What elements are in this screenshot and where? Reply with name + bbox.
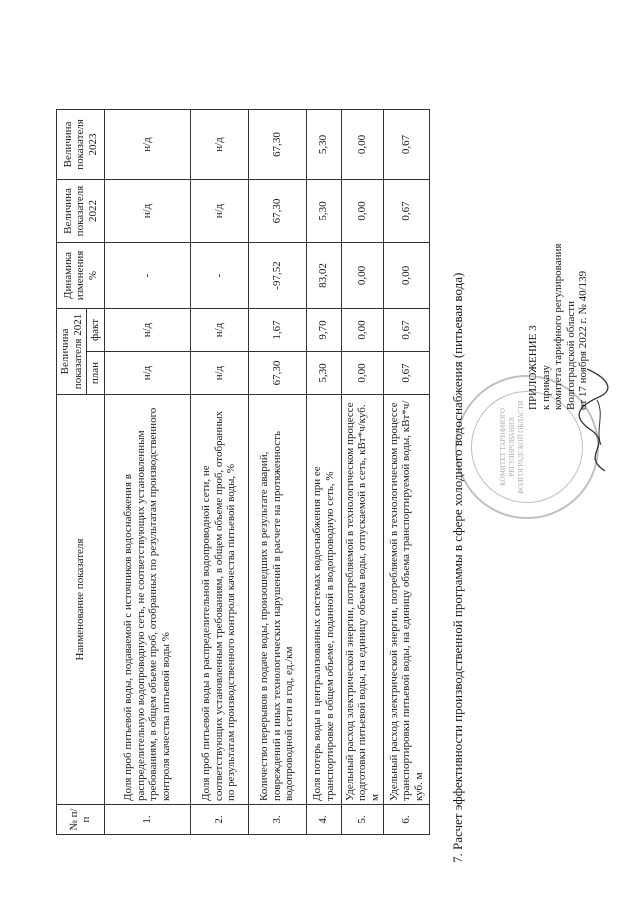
table-header-row	[57, 39, 87, 834]
cell-name: Удельный расход электрической энергии, потребляемой в технологическом процессе транспортировки питьевой воды, на единицу объема транспортируемой воды, кВт*ч/куб. м	[384, 395, 430, 805]
table-row	[384, 39, 430, 834]
cell-fact: 0,67	[384, 308, 430, 351]
cell-name: Доля потерь воды в централизованных системах водоснабжения при ее транспортировке в общем объеме, поданной в водопроводную сеть, %	[306, 395, 341, 805]
cell-num: 3.	[248, 805, 306, 835]
header-num: № п/п	[57, 805, 105, 835]
cell-num: 4.	[306, 805, 341, 835]
cell-dynamics: 0,00	[384, 242, 430, 308]
seal-text: КОМИТЕТ ТАРИФНОГО РЕГУЛИРОВАНИЯ ВОЛГОГРАДСКОЙ ОБЛАСТИ	[499, 400, 525, 494]
cell-value-2023: 0,00	[341, 109, 384, 179]
cell-dynamics: 0,00	[341, 242, 384, 308]
cell-value-2023: н/д	[104, 109, 190, 179]
cell-num: 5.	[341, 805, 384, 835]
appendix-line: от 17 ноября 2022 г. № 40/139	[577, 270, 589, 410]
cell-value-2022: 67,30	[248, 179, 306, 242]
cell-plan: 0,67	[384, 352, 430, 395]
header-plan: план	[87, 352, 105, 395]
section-title: 7. Расчет эффективности производственной программы в сфере холодного водоснабжения (питьевая вода)	[450, 272, 465, 863]
cell-plan: н/д	[104, 352, 190, 395]
header-dynamics: Динамика изменения %	[57, 242, 105, 308]
cell-value-2022: 0,67	[384, 179, 430, 242]
cell-dynamics: 83,02	[306, 242, 341, 308]
header-fact: факт	[87, 308, 105, 351]
header-name: Наименование показателя	[57, 395, 105, 805]
appendix-line: Волгоградской области	[564, 301, 577, 410]
appendix-title: ПРИЛОЖЕНИЕ 3	[527, 325, 539, 410]
header-value-2021: Величина показателя 2021	[57, 308, 87, 394]
cell-fact: 9,70	[306, 308, 341, 351]
cell-value-2023: н/д	[190, 109, 248, 179]
cell-value-2022: н/д	[104, 179, 190, 242]
cell-fact: 0,00	[341, 308, 384, 351]
cell-plan: 67,30	[248, 352, 306, 395]
cell-plan: 5,30	[306, 352, 341, 395]
cell-name: Доля проб питьевой воды в распределительной водопроводной сети, не соответствующих установленным требованиям, в общем объеме проб, отобранных по результатам производственного контроля качества питьевой воды, %	[190, 395, 248, 805]
cell-value-2023: 0,67	[384, 109, 430, 179]
table-row	[306, 39, 341, 834]
cell-fact: н/д	[190, 308, 248, 351]
cell-name: Доля проб питьевой воды, подаваемой с источников водоснабжения в распределительную водопроводную сеть, не соответствующих установленным требованиям, в общем объеме проб, отобранных по результатам производственного контроля качества питьевой воды %	[104, 395, 190, 805]
cell-num: 1.	[104, 805, 190, 835]
cell-value-2022: 0,00	[341, 179, 384, 242]
appendix-line: к приказу	[539, 364, 552, 410]
efficiency-table	[56, 39, 430, 835]
table-row	[190, 39, 248, 834]
cell-plan: 0,00	[341, 352, 384, 395]
appendix-block	[527, 244, 590, 410]
cell-value-2023: 5,30	[306, 109, 341, 179]
cell-dynamics: -	[104, 242, 190, 308]
cell-name: Количество перерывов в подаче воды, произошедших в результате аварий, повреждений и иных технологических нарушений в расчете на протяженность водопроводной сети в год, ед./км	[248, 395, 306, 805]
header-value-2022: Величина показателя 2022	[57, 179, 105, 242]
cell-name: Удельный расход электрической энергии, потребляемой в технологическом процессе подготовки питьевой воды, на единицу объема воды, отпускаемой в сеть, кВт*ч/куб. м	[341, 395, 384, 805]
cell-value-2022: н/д	[190, 179, 248, 242]
table-row	[341, 39, 384, 834]
cell-num: 6.	[384, 805, 430, 835]
cell-fact: 1,67	[248, 308, 306, 351]
cell-dynamics: -	[190, 242, 248, 308]
cell-value-2023: 67,30	[248, 109, 306, 179]
cell-plan: н/д	[190, 352, 248, 395]
cell-dynamics: -97,52	[248, 242, 306, 308]
cell-num: 2.	[190, 805, 248, 835]
cell-fact: н/д	[104, 308, 190, 351]
table-row	[104, 39, 190, 834]
table-row	[248, 39, 306, 834]
cell-value-2022: 5,30	[306, 179, 341, 242]
appendix-line: комитета тарифного регулирования	[552, 243, 564, 410]
header-value-2023: Величина показателя 2023	[57, 109, 105, 179]
